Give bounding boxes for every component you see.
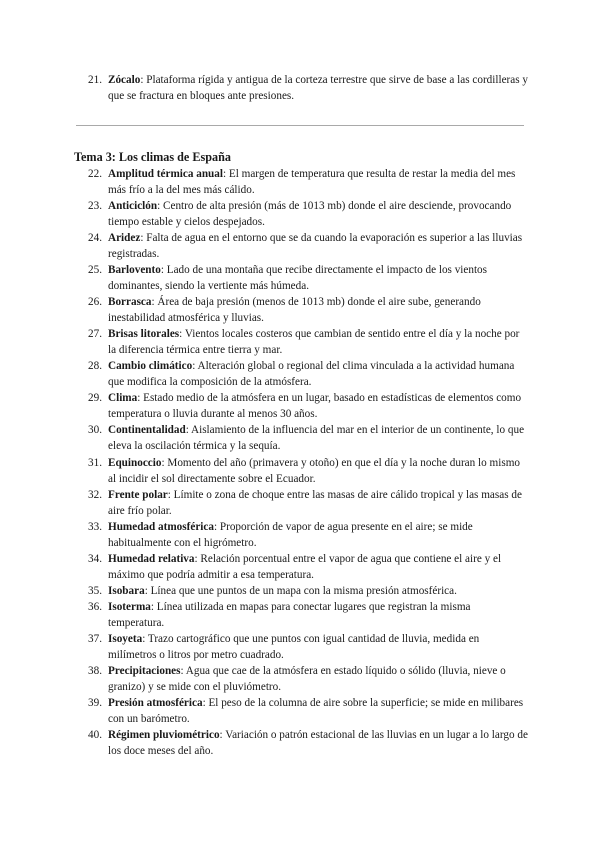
glossary-item (88, 599, 528, 631)
item-term: Régimen pluviométrico (108, 729, 220, 741)
item-definition: : Lado de una montaña que recibe directamente el impacto de los vientos dominantes, siendo la vertiente más húmeda. (108, 264, 488, 293)
item-number: 26. (88, 296, 102, 308)
item-number: 22. (88, 168, 102, 180)
item-term: Equinoccio (108, 457, 162, 469)
item-term: Precipitaciones (108, 665, 181, 677)
glossary-item (88, 487, 528, 519)
glossary-item (88, 230, 528, 262)
item-definition: : Línea que une puntos de un mapa con la misma presión atmosférica. (144, 585, 457, 597)
glossary-item (88, 583, 528, 599)
item-term: Zócalo (108, 74, 141, 86)
glossary-item (88, 663, 528, 695)
glossary-item (88, 519, 528, 551)
item-number: 28. (88, 360, 102, 372)
glossary-item (88, 358, 528, 390)
item-term: Isoterma (108, 601, 151, 613)
item-definition: : Aislamiento de la influencia del mar en el interior de un continente, lo que eleva la oscilación térmica y la sequía. (108, 424, 525, 453)
item-number: 34. (88, 553, 102, 565)
item-term: Brisas litorales (108, 328, 180, 340)
item-term: Humedad atmosférica (108, 521, 214, 533)
glossary-item (88, 422, 528, 454)
item-definition: : Área de baja presión (menos de 1013 mb) donde el aire sube, generando inestabilidad atmosférica y lluvias. (108, 296, 481, 325)
item-definition: : Falta de agua en el entorno que se da cuando la evaporación es superior a las lluvias registradas. (108, 232, 523, 261)
glossary-item (88, 631, 528, 663)
item-number: 24. (88, 232, 102, 244)
glossary-item (88, 294, 528, 326)
item-number: 38. (88, 665, 102, 677)
item-term: Borrasca (108, 296, 152, 308)
item-definition: : Relación porcentual entre el vapor de agua que contiene el aire y el máximo que podría admitir a esa temperatura. (108, 553, 502, 582)
item-number: 36. (88, 601, 102, 613)
item-definition: : El margen de temperatura que resulta de restar la media del mes más frío a la del mes más cálido. (108, 168, 516, 197)
glossary-item (88, 551, 528, 583)
item-number: 40. (88, 729, 102, 741)
item-definition: : Centro de alta presión (más de 1013 mb) donde el aire desciende, provocando tiempo estable y cielos despejados. (108, 200, 512, 229)
item-definition: : Proporción de vapor de agua presente en el aire; se mide habitualmente con el higrómetro. (108, 521, 473, 550)
item-term: Humedad relativa (108, 553, 195, 565)
item-term: Isoyeta (108, 633, 143, 645)
item-number: 35. (88, 585, 102, 597)
item-term: Cambio climático (108, 360, 193, 372)
item-number: 27. (88, 328, 102, 340)
glossary-item (88, 727, 528, 759)
item-term: Anticiclón (108, 200, 158, 212)
item-definition: : Variación o patrón estacional de las lluvias en un lugar a lo largo de los doce meses del año. (108, 729, 528, 758)
glossary-item (88, 166, 528, 198)
item-number: 29. (88, 392, 102, 404)
item-number: 25. (88, 264, 102, 276)
item-definition: : Plataforma rígida y antigua de la corteza terrestre que sirve de base a las cordilleras y que se fractura en bloques ante presiones. (108, 74, 528, 103)
item-number: 33. (88, 521, 102, 533)
item-number: 31. (88, 457, 102, 469)
item-definition: : El peso de la columna de aire sobre la superficie; se mide en milibares con un barómetro. (108, 697, 524, 726)
glossary-item (88, 390, 528, 422)
item-term: Barlovento (108, 264, 161, 276)
item-definition: : Momento del año (primavera y otoño) en que el día y la noche duran lo mismo al incidir el sol directamente sobre el Ecuador. (108, 457, 520, 486)
item-number: 21. (88, 74, 102, 86)
section-divider (76, 125, 524, 126)
glossary-item (88, 198, 528, 230)
item-definition: : Vientos locales costeros que cambian de sentido entre el día y la noche por la diferencia térmica entre tierra y mar. (108, 328, 520, 357)
item-number: 30. (88, 424, 102, 436)
item-definition: : Límite o zona de choque entre las masas de aire cálido tropical y las masas de aire frío polar. (108, 489, 522, 518)
section-heading: Tema 3: Los climas de España (74, 150, 231, 164)
item-definition: : Agua que cae de la atmósfera en estado líquido o sólido (lluvia, nieve o granizo) y se mide con el pluviómetro. (108, 665, 506, 694)
item-definition: : Línea utilizada en mapas para conectar lugares que registran la misma temperatura. (108, 601, 471, 630)
item-term: Isobara (108, 585, 145, 597)
item-term: Continentalidad (108, 424, 186, 436)
item-definition: : Estado medio de la atmósfera en un lugar, basado en estadísticas de elementos como temperatura o lluvia durante al menos 30 años. (108, 392, 522, 421)
item-term: Clima (108, 392, 138, 404)
glossary-item (88, 326, 528, 358)
item-term: Aridez (108, 232, 141, 244)
glossary-item (88, 262, 528, 294)
glossary-item (88, 72, 528, 104)
item-number: 32. (88, 489, 102, 501)
item-number: 37. (88, 633, 102, 645)
item-definition: : Trazo cartográfico que une puntos con igual cantidad de lluvia, medida en milímetros o litros por metro cuadrado. (108, 633, 480, 662)
item-term: Frente polar (108, 489, 168, 501)
item-number: 39. (88, 697, 102, 709)
glossary-item (88, 695, 528, 727)
item-term: Amplitud térmica anual (108, 168, 223, 180)
glossary-item (88, 455, 528, 487)
item-definition: : Alteración global o regional del clima vinculada a la actividad humana que modifica la composición de la atmósfera. (108, 360, 515, 389)
item-term: Presión atmosférica (108, 697, 203, 709)
item-number: 23. (88, 200, 102, 212)
